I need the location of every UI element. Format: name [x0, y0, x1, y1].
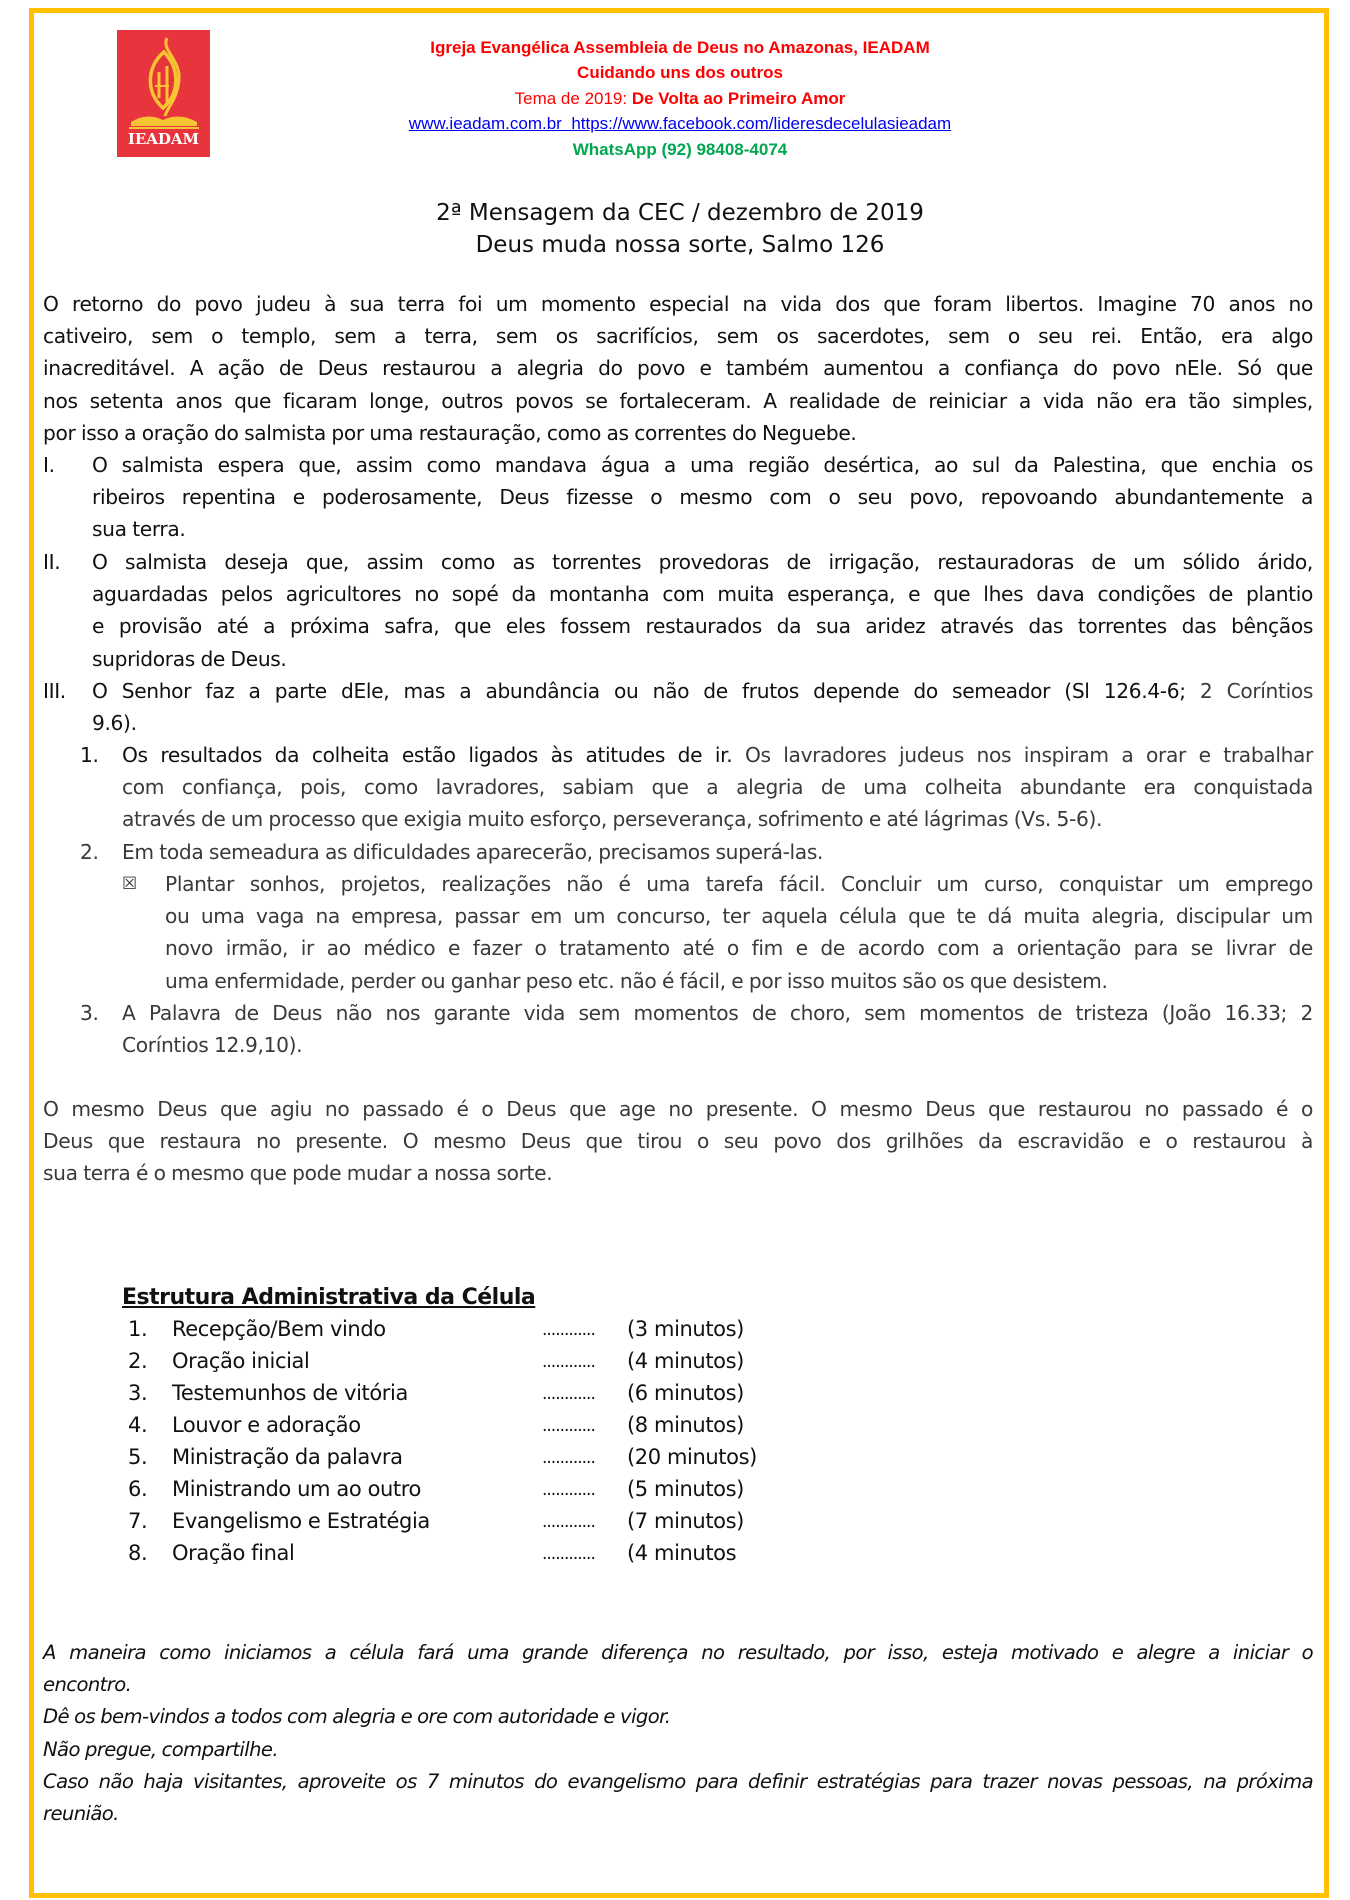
structure-item — [0, 1317, 900, 1349]
bullet-item — [122, 868, 1313, 997]
structure-item — [0, 1509, 900, 1541]
note-line: encontro. — [43, 1673, 132, 1697]
item-number: 6. — [128, 1477, 148, 1501]
facilitator-notes — [43, 1637, 1313, 1830]
text-line: ou uma vaga na empresa, passar em um concurso, ter aquela célula que te dá muita alegria, discipular um — [165, 904, 1313, 929]
subitem-lead: Os resultados da colheita estão ligados às atitudes de ir. — [122, 743, 745, 767]
links-line — [300, 114, 1060, 134]
structure-item — [0, 1349, 900, 1381]
item-number: 5. — [128, 1445, 148, 1469]
whatsapp-contact: WhatsApp (92) 98408-4074 — [572, 140, 788, 159]
item-label: Testemunhos de vitória — [172, 1381, 408, 1405]
text-line: inacreditável. A ação de Deus restaurou a alegria do povo e também aumentou a confiança do povo nEle. Só que — [43, 356, 1313, 381]
item-leader-dots: ............ — [542, 1384, 595, 1404]
item-number: 2. — [128, 1349, 148, 1373]
website-link[interactable]: www.ieadam.com.br — [408, 114, 562, 133]
text-line: sua terra. — [92, 517, 186, 542]
subitem-number: 1. — [80, 743, 99, 767]
structure-item — [0, 1477, 900, 1509]
text-line — [92, 675, 1313, 707]
structure-heading: Estrutura Administrativa da Célula — [122, 1285, 536, 1310]
roman-numeral: I. — [43, 453, 55, 477]
flame-bible-icon — [117, 30, 210, 130]
subitem-rest: Os lavradores judeus nos inspiram a orar e trabalhar — [744, 743, 1313, 767]
item-duration: (3 minutos) — [627, 1317, 744, 1341]
text-line: O salmista espera que, assim como mandava água a uma região desértica, ao sul da Palestina, que enchia os — [92, 453, 1313, 477]
text-line: Plantar sonhos, projetos, realizações não é uma tarefa fácil. Concluir um curso, conquistar um emprego — [165, 872, 1313, 896]
subitem-number: 2. — [80, 840, 99, 864]
item-duration: (8 minutos) — [627, 1413, 744, 1437]
text-line: por isso a oração do salmista por uma restauração, como as correntes do Neguebe. — [43, 420, 857, 445]
subitem-2 — [80, 836, 1313, 868]
item-duration: (5 minutos) — [627, 1477, 744, 1501]
point-iii-text: O Senhor faz a parte dEle, mas a abundância ou não de frutos depende do semeador (Sl 126.4-6; — [92, 679, 1200, 703]
text-line: nos setenta anos que ficaram longe, outros povos se fortaleceram. A realidade de reiniciar a vida não era tão simples, — [43, 388, 1313, 413]
church-name: Igreja Evangélica Assembleia de Deus no Amazonas, IEADAM — [430, 38, 930, 57]
note-line: Caso não haja visitantes, aproveite os 7 minutos do evangelismo para definir estratégias para trazer novas pessoas, na próxima — [43, 1769, 1313, 1793]
structure-item — [0, 1541, 900, 1573]
item-label: Oração inicial — [172, 1349, 310, 1373]
logo-text: IEADAM — [127, 130, 200, 148]
text-line: A Palavra de Deus não nos garante vida sem momentos de choro, sem momentos de tristeza (João 16.33; 2 — [122, 1001, 1313, 1025]
theme-value: De Volta ao Primeiro Amor — [631, 89, 846, 108]
item-label: Ministrando um ao outro — [172, 1477, 421, 1501]
item-duration: (6 minutos) — [627, 1381, 744, 1405]
point-ii — [43, 546, 1313, 675]
item-leader-dots: ............ — [542, 1480, 595, 1500]
intro-paragraph — [43, 288, 1313, 449]
closing-paragraph — [43, 1093, 1313, 1190]
item-leader-dots: ............ — [542, 1320, 595, 1340]
text-line: O mesmo Deus que agiu no passado é o Deus que age no presente. O mesmo Deus que restaurou no passado é o — [43, 1097, 1313, 1121]
text-line: Em toda semeadura as dificuldades aparecerão, precisamos superá-las. — [122, 840, 824, 864]
item-leader-dots: ............ — [542, 1544, 595, 1564]
item-label: Louvor e adoração — [172, 1413, 361, 1437]
roman-numeral: III. — [43, 679, 66, 703]
item-label: Recepção/Bem vindo — [172, 1317, 386, 1341]
point-iii — [43, 675, 1313, 739]
item-leader-dots: ............ — [542, 1416, 595, 1436]
message-subtitle: Deus muda nossa sorte, Salmo 126 — [475, 232, 885, 258]
item-number: 3. — [128, 1381, 148, 1405]
item-label: Ministração da palavra — [172, 1445, 403, 1469]
item-leader-dots: ............ — [542, 1512, 595, 1532]
note-line: Não pregue, compartilhe. — [43, 1737, 279, 1761]
note-line: reunião. — [43, 1802, 119, 1826]
item-number: 8. — [128, 1541, 148, 1565]
structure-item — [0, 1445, 900, 1477]
roman-numeral: II. — [43, 550, 61, 574]
item-duration: (7 minutos) — [627, 1509, 744, 1533]
link-gap — [562, 114, 571, 133]
checkbox-x-icon: ☒ — [122, 874, 137, 894]
item-duration: (20 minutos) — [627, 1445, 757, 1469]
text-line: Deus que restaura no presente. O mesmo Deus que tirou o seu povo dos grilhões da escravidão e o restaurou à — [43, 1129, 1313, 1154]
subitem-3 — [80, 997, 1313, 1061]
text-line: novo irmão, ir ao médico e fazer o tratamento até o fim e de acordo com a orientação para se livrar de — [165, 936, 1313, 961]
text-line: cativeiro, sem o templo, sem a terra, sem os sacrifícios, sem os sacerdotes, sem o seu rei. Então, era algo — [43, 324, 1313, 349]
item-number: 7. — [128, 1509, 148, 1533]
text-line: uma enfermidade, perder ou ganhar peso etc. não é fácil, e por isso muitos são os que desistem. — [165, 968, 1108, 993]
motto: Cuidando uns dos outros — [577, 63, 783, 82]
facebook-link[interactable]: https://www.facebook.com/lideresdecelulasieadam — [571, 114, 952, 133]
item-number: 4. — [128, 1413, 148, 1437]
point-i — [43, 449, 1313, 546]
subitem-number: 3. — [80, 1001, 99, 1025]
text-line: sua terra é o mesmo que pode mudar a nossa sorte. — [43, 1161, 553, 1186]
text-line: e provisão até a próxima safra, que eles fossem restaurados da sua aridez através das torrentes das bênçãos — [92, 614, 1313, 639]
message-title: 2ª Mensagem da CEC / dezembro de 2019 — [436, 200, 924, 226]
subitem-1 — [80, 739, 1313, 836]
text-line — [122, 739, 1313, 771]
theme-line — [300, 89, 1060, 109]
item-number: 1. — [128, 1317, 148, 1341]
text-line: através de um processo que exigia muito esforço, perseverança, sofrimento e até lágrimas (Vs. 5-6). — [122, 807, 1103, 832]
structure-item — [0, 1413, 900, 1445]
scripture-ref: 2 Coríntios — [1199, 679, 1313, 703]
text-line: O retorno do povo judeu à sua terra foi um momento especial na vida dos que foram libertos. Imagine 70 anos no — [43, 292, 1313, 316]
item-duration: (4 minutos) — [627, 1349, 744, 1373]
text-line: supridoras de Deus. — [92, 646, 287, 671]
item-label: Evangelismo e Estratégia — [172, 1509, 430, 1533]
text-line: Coríntios 12.9,10). — [122, 1033, 303, 1058]
item-leader-dots: ............ — [542, 1352, 595, 1372]
item-duration: (4 minutos — [627, 1541, 737, 1565]
ieadam-logo — [117, 30, 210, 157]
text-line: ribeiros repentina e poderosamente, Deus fizesse o mesmo com o seu povo, repovoando abundantemente a — [92, 485, 1313, 510]
text-line: 9.6). — [92, 711, 137, 736]
text-line: aguardadas pelos agricultores no sopé da montanha com muita esperança, e que lhes dava condições de plantio — [92, 582, 1313, 607]
item-leader-dots: ............ — [542, 1448, 595, 1468]
text-line: com confiança, pois, como lavradores, sabiam que a alegria de uma colheita abundante era conquistada — [122, 775, 1313, 800]
theme-label: Tema de 2019: — [514, 89, 632, 108]
structure-item — [0, 1381, 900, 1413]
text-line: O salmista deseja que, assim como as torrentes provedoras de irrigação, restauradoras de um sólido árido, — [92, 550, 1313, 574]
note-line: Dê os bem-vindos a todos com alegria e ore com autoridade e vigor. — [43, 1705, 671, 1729]
note-line: A maneira como iniciamos a célula fará uma grande diferença no resultado, por isso, esteja motivado e alegre a iniciar o — [43, 1641, 1313, 1664]
item-label: Oração final — [172, 1541, 295, 1565]
